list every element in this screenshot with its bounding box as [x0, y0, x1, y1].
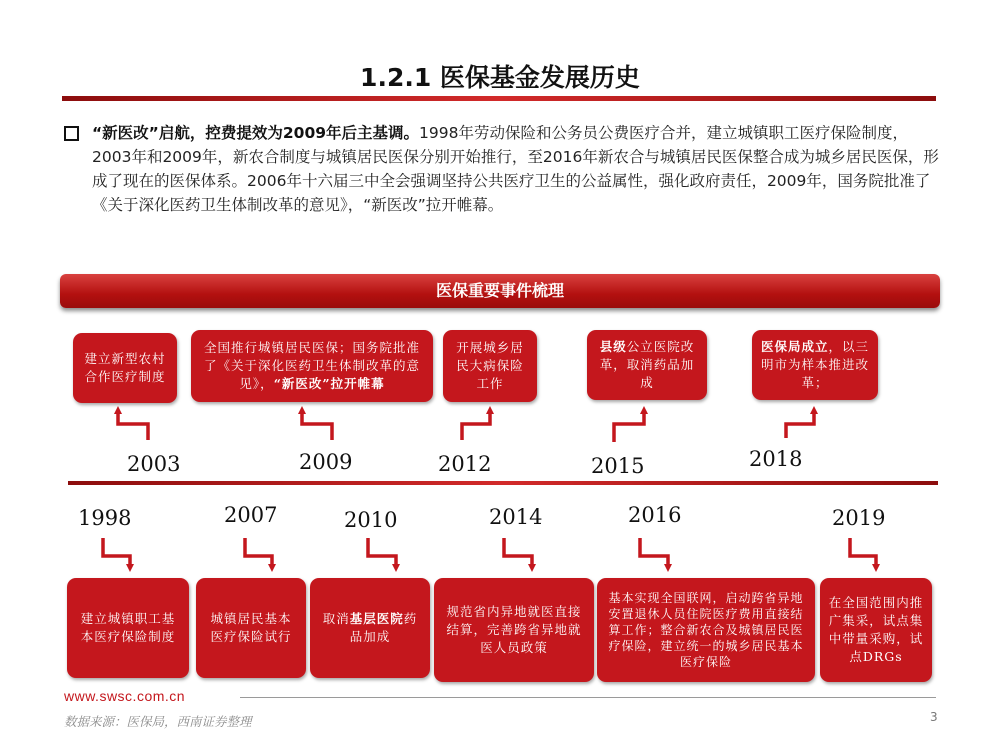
year-label-2015: 2015: [591, 454, 645, 478]
event-text: 全国推行城镇居民医保；国务院批准了《关于深化医药卫生体制改革的意见》，“新医改”拉开帷幕: [203, 340, 420, 391]
footer-rule: [240, 697, 936, 698]
page-title: 1.2.1 医保基金发展历史: [360, 63, 640, 92]
event-text: 医保局成立，以三明市为样本推进改革；: [760, 339, 870, 390]
arrow-down-2019: [850, 538, 876, 568]
year-label-2007: 2007: [224, 503, 278, 527]
arrow-down-2010: [368, 538, 396, 568]
year-label-2012: 2012: [438, 452, 492, 476]
arrow-up-2003: [118, 410, 148, 440]
event-text: 建立新型农村合作医疗制度: [84, 351, 166, 384]
event-text: 建立城镇职工基本医疗保险制度: [80, 611, 176, 644]
year-label-2003: 2003: [127, 452, 181, 476]
arrow-down-1998: [103, 538, 130, 568]
year-label-1998: 1998: [78, 506, 132, 530]
event-bold-text: “新医改”拉开帷幕: [273, 376, 385, 391]
event-text: 县级公立医院改革，取消药品加成: [599, 339, 695, 390]
arrow-up-2015: [614, 410, 644, 442]
year-label-2014: 2014: [489, 505, 543, 529]
event-text: 基本实现全国联网，启动跨省异地安置退休人员住院医疗费用直接结算工作；整合新农合及城镇居民医疗保险，建立统一的城乡居民基本医疗保险: [608, 591, 804, 669]
year-label-2019: 2019: [832, 506, 886, 530]
year-label-2009: 2009: [299, 450, 353, 474]
summary-lead: “新医改”启航，控费提效为2009年后主基调。: [92, 124, 420, 142]
arrow-down-2007: [245, 538, 272, 568]
year-label-2016: 2016: [628, 503, 682, 527]
year-label-2010: 2010: [344, 508, 398, 532]
event-bold-text: 医保局成立: [760, 339, 829, 354]
footer-website[interactable]: www.swsc.com.cn: [64, 688, 186, 704]
arrow-down-2014: [504, 538, 532, 568]
timeline-banner: 医保重要事件梳理: [60, 274, 940, 308]
event-text: 城镇居民基本医疗保险试行: [210, 611, 292, 644]
event-text: 在全国范围内推广集采，试点集中带量采购，试点DRGs: [828, 595, 924, 664]
data-source-note: 数据来源：医保局，西南证券整理: [64, 714, 252, 729]
arrow-up-2012: [462, 410, 490, 440]
event-text: 取消基层医院药品加成: [322, 611, 418, 644]
event-bold-text: 基层医院: [349, 611, 404, 626]
summary-body: 1998年劳动保险和公务员公费医疗合并，建立城镇职工医疗保险制度，2003年和2009年，新农合制度与城镇居民医保分别开始推行，至2016年新农合与城镇居民医保整合成为城乡居民医保，形成了现在的医保体系。2006年十六届三中全会强调坚持公共医疗卫生的公益属性，强化政府责任，2009年，国务院批准了《关于深化医药卫生体制改革的意见》，“新医改”拉开帷幕。: [92, 124, 939, 214]
year-label-2018: 2018: [749, 447, 803, 471]
event-text: 规范省内异地就医直接结算，完善跨省异地就医人员政策: [446, 604, 582, 655]
arrow-up-2009: [302, 410, 332, 440]
arrow-down-2016: [640, 538, 668, 568]
event-bold-text: 县级: [599, 339, 627, 354]
arrow-up-2018: [786, 410, 814, 438]
page-number: 3: [930, 710, 938, 724]
event-text: 开展城乡居民大病保险工作: [456, 340, 524, 391]
